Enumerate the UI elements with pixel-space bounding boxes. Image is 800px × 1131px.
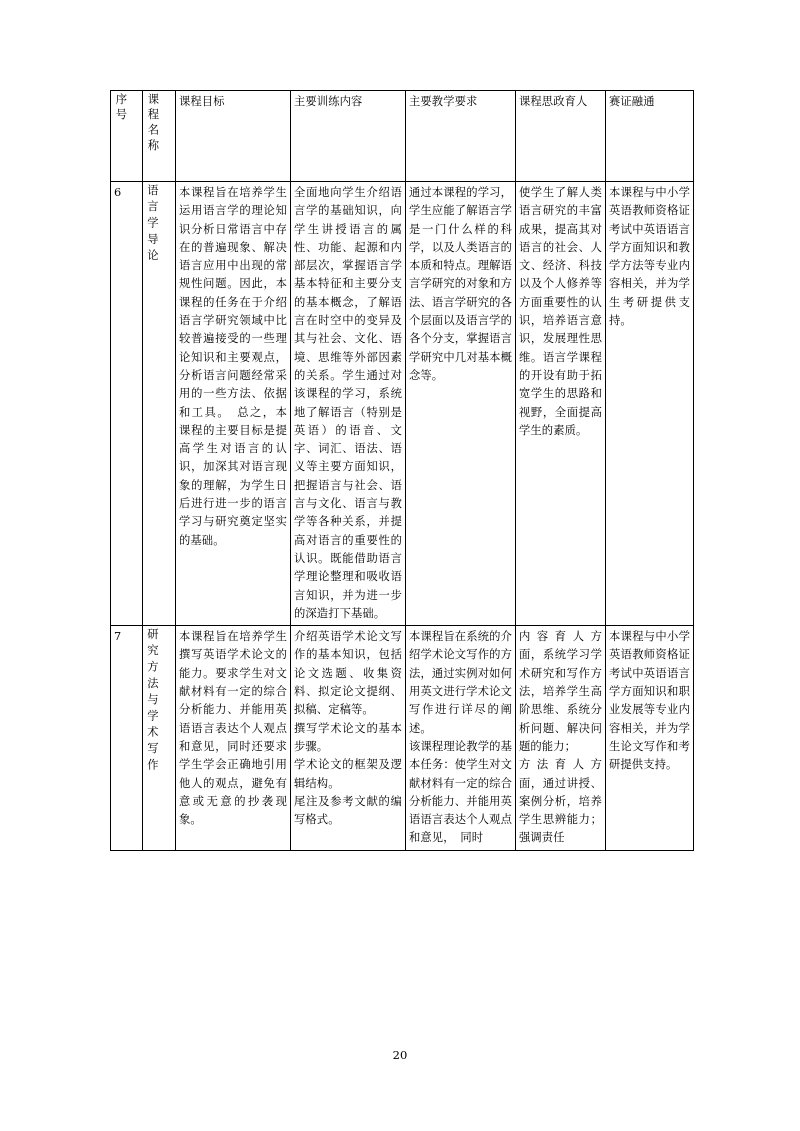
header-cell-teach: 主要教学要求 [406, 91, 516, 182]
cell-course-goal: 本课程旨在培养学生撰写英语学术论文的能力。要求学生对文献材料有一定的综合分析能力、并能用英语语言表达个人观点和意见，同时还要求学生学会正确地引用他人的观点，避免有意或无意的抄袭现象。 [176, 626, 291, 851]
table-row [111, 626, 694, 851]
table-row [111, 182, 694, 626]
header-cell-train: 主要训练内容 [291, 91, 406, 182]
cell-sequence-number: 6 [111, 182, 143, 626]
ideology-line: 方 法 育 人 方面，通过讲授、案例分析，培养学生思辨能力；强调责任 [519, 758, 602, 845]
training-line: 学术论文的框架及逻辑结构。 [294, 758, 402, 790]
header-cell-goal: 课程目标 [176, 91, 291, 182]
cell-training-content [291, 626, 406, 851]
cell-teaching-requirement [406, 626, 516, 851]
cell-training-content: 全面地向学生介绍语言学的基础知识，向学生讲授语言的属性、功能、起源和内部层次，掌握语言学基本特征和主要分支的基本概念，了解语言在时空中的变异及其与社会、文化、语境、思维等外部因素的关系。学生通过对该课程的学习，系统地了解语言（特别是英语）的语音、文字、词汇、语法、语义等主要方面知识，把握语言与社会、语言与文化、语言与教学等各种关系，并提高对语言的重要性的认识。既能借助语言学理论整理和吸收语言知识，并为进一步的深造打下基础。 [291, 182, 406, 626]
course-name-text: 研究方法与学术写作 [145, 628, 159, 775]
training-line: 介绍英语学术论文写作的基本知识，包括论文选题、收集资料、拟定论文提纲、拟稿、定稿等。 [294, 630, 402, 717]
cell-teaching-requirement: 通过本课程的学习，学生应能了解语言学是一门什么样的科学，以及人类语言的本质和特点。理解语言学研究的对象和方法、语言学研究的各个层面以及语言学的各个分支，掌握语言学研究中几对基本概念等。 [406, 182, 516, 626]
header-cell-ideology: 课程思政育人 [516, 91, 606, 182]
header-cell-name [143, 91, 176, 182]
teaching-line: 本课程旨在系统的介绍学术论文写作的方法，通过实例对如何用英文进行学术论文写作进行详尽的阐述。 [409, 630, 512, 735]
training-line: 撰写学术论文的基本步骤。 [294, 721, 402, 753]
ideology-line: 内 容 育 人 方面，系统学习学术研究和写作方法，培养学生高阶思维、系统分析问题、解决问题的能力； [519, 630, 602, 753]
teaching-line: 该课程理论教学的基本任务：使学生对文献材料有一定的综合分析能力、并能用英语语言表达个人观点和意见， 同时 [409, 739, 512, 845]
header-label-name: 课程名称 [146, 93, 160, 155]
header-cell-seq [111, 91, 143, 182]
cell-competition-certification: 本课程与中小学英语教师资格证考试中英语语言学方面知识和教学方法等专业内容相关，并为学生考研提供支持。 [606, 182, 694, 626]
page-number: 20 [392, 1048, 408, 1062]
cell-course-name [143, 626, 176, 851]
training-line: 尾注及参考文献的编写格式。 [294, 794, 402, 827]
cell-ideological-education: 使学生了解人类语言研究的丰富成果，提高其对语言的社会、人文、经济、科技以及个人修养等方面重要性的认识，培养语言意识，发展理性思维。语言学课程的开设有助于拓宽学生的思路和视野，全面提高学生的素质。 [516, 182, 606, 626]
course-table-container [110, 90, 693, 851]
header-label-seq: 序号 [114, 93, 128, 124]
cell-course-name [143, 182, 176, 626]
table-header-row [111, 91, 694, 182]
cell-course-goal: 本课程旨在培养学生运用语言学的理论知识分析日常语言中存在的普遍现象、解决语言应用中出现的常规性问题。因此，本课程的任务在于介绍语言学研究领域中比较普遍接受的一些理论知识和主要观点，分析语言问题经常采用的一些方法、依据和工具。 总之，本课程的主要目标是提高学生对语言的认识，加深其对语言现象的理解，为学生日后进行进一步的语言学习与研究奠定坚实的基础。 [176, 182, 291, 626]
cell-sequence-number: 7 [111, 626, 143, 851]
course-name-text: 语言学导论 [145, 184, 159, 266]
cell-ideological-education [516, 626, 606, 851]
cell-competition-certification: 本课程与中小学英语教师资格证考试中英语语言学方面知识和职业发展等专业内容相关，并为学生论文写作和考研提供支持。 [606, 626, 694, 851]
course-table [110, 90, 694, 851]
header-cell-competition: 赛证融通 [606, 91, 694, 182]
